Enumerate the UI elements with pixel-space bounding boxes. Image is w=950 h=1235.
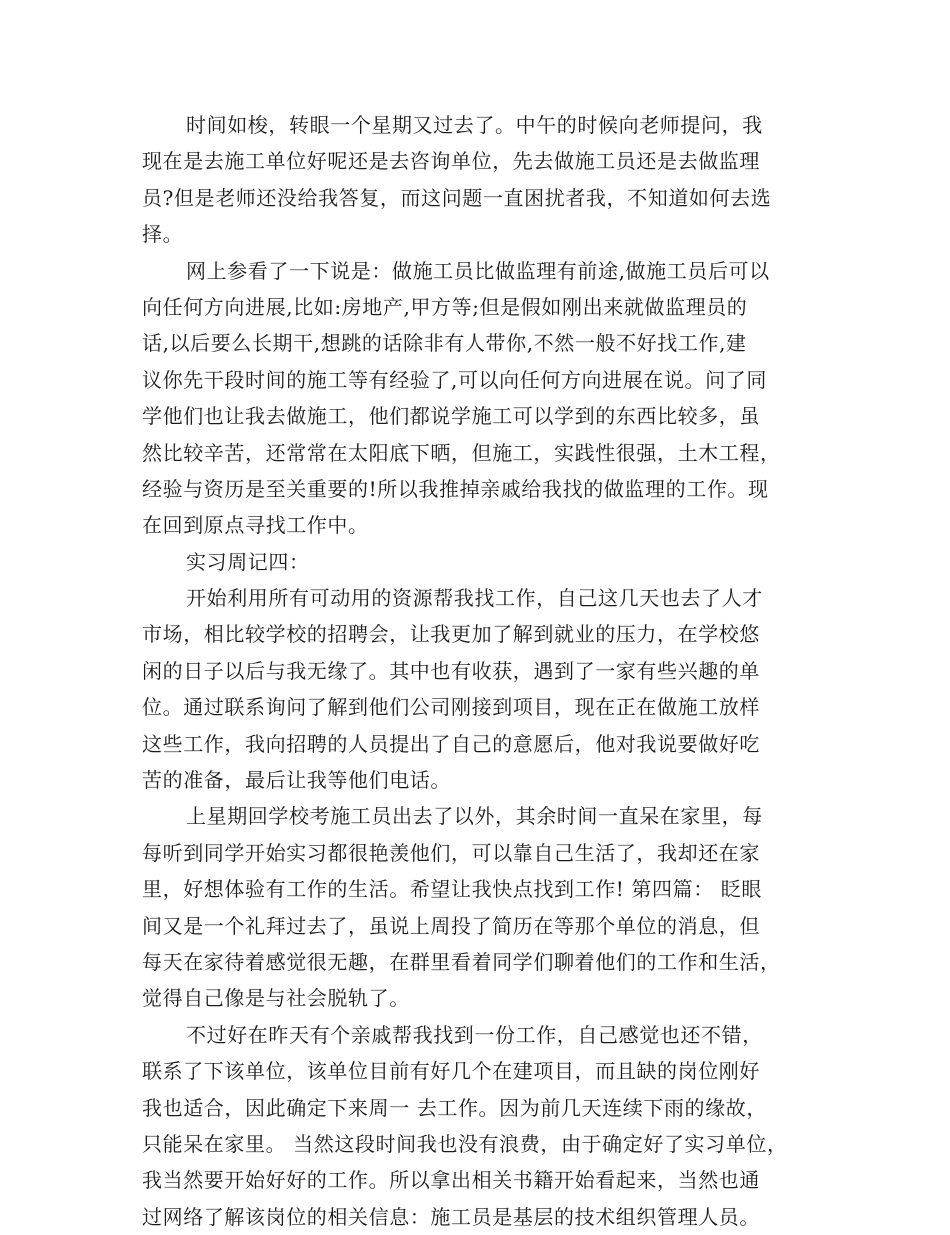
text-line: 联系了下该单位，该单位目前有好几个在建项目，而且缺的岗位刚好 — [142, 1059, 760, 1084]
text-line: 时间如梭，转眼一个星期又过去了。中午的时候向老师提问，我 — [186, 113, 763, 137]
text-line: 网上参看了一下说是：做施工员比做监理有前途,做施工员后可以 — [186, 258, 770, 283]
text-line: 经验与资历是至关重要的!所以我推掉亲戚给我找的做监理的工作。现 — [142, 476, 769, 501]
text-line: 每听到同学开始实习都很艳羡他们，可以靠自己生活了，我却还在家 — [142, 840, 760, 865]
text-line: 间又是一个礼拜过去了，虽说上周投了简历在等那个单位的消息，但 — [142, 913, 760, 938]
text-line: 学他们也让我去做施工，他们都说学施工可以学到的东西比较多，虽 — [142, 404, 760, 429]
text-line: 向任何方向进展,比如:房地产,甲方等;但是假如刚出来就做监理员的 — [142, 294, 748, 319]
text-line: 然比较辛苦，还常常在太阳底下晒，但施工，实践性很强，土木工程， — [142, 440, 781, 465]
text-line: 不过好在昨天有个亲戚帮我找到一份工作，自己感觉也还不错， — [186, 1022, 763, 1047]
text-line: 只能呆在家里。 当然这段时间我也没有浪费，由于确定好了实习单位， — [142, 1131, 788, 1156]
text-line: 觉得自己像是与社会脱轨了。 — [142, 986, 410, 1011]
document-body — [142, 107, 812, 1235]
text-line: 里，好想体验有工作的生活。希望让我快点找到工作! 第四篇： 眨眼 — [142, 877, 762, 902]
text-line: 闲的日子以后与我无缘了。其中也有收获，遇到了一家有些兴趣的单 — [142, 658, 760, 683]
text-line: 话,以后要么长期干,想跳的话除非有人带你,不然一般不好找工作,建 — [142, 331, 747, 356]
text-line: 议你先干段时间的施工等有经验了,可以向任何方向进展在说。问了同 — [142, 367, 767, 392]
text-line: 苦的准备，最后让我等他们电话。 — [142, 768, 451, 793]
text-line: 员?但是老师还没给我答复，而这问题一直困扰者我，不知道如何去选 — [142, 185, 772, 210]
text-line: 过网络了解该岗位的相关信息：施工员是基层的技术组织管理人员。 — [142, 1204, 760, 1229]
text-line: 我当然要开始好好的工作。所以拿出相关书籍开始看起来，当然也通 — [142, 1168, 760, 1193]
text-line: 每天在家待着感觉很无趣，在群里看着同学们聊着他们的工作和生活， — [142, 949, 781, 974]
text-line: 现在是去施工单位好呢还是去咨询单位，先去做施工员还是去做监理 — [142, 149, 760, 174]
text-line: 在回到原点寻找工作中。 — [142, 513, 369, 538]
text-line: 开始利用所有可动用的资源帮我找工作，自己这几天也去了人才 — [186, 586, 763, 611]
text-line: 上星期回学校考施工员出去了以外，其余时间一直呆在家里，每 — [186, 804, 763, 829]
text-line: 这些工作，我向招聘的人员提出了自己的意愿后，他对我说要做好吃 — [142, 731, 760, 756]
text-line: 我也适合，因此确定下来周一 去工作。因为前几天连续下雨的缘故， — [142, 1095, 767, 1120]
text-line: 位。通过联系询问了解到他们公司刚接到项目，现在正在做施工放样 — [142, 695, 760, 720]
text-line: 择。 — [142, 222, 184, 247]
text-line: 市场，相比较学校的招聘会，让我更加了解到就业的压力，在学校悠 — [142, 622, 760, 647]
text-line: 实习周记四： — [186, 549, 310, 574]
